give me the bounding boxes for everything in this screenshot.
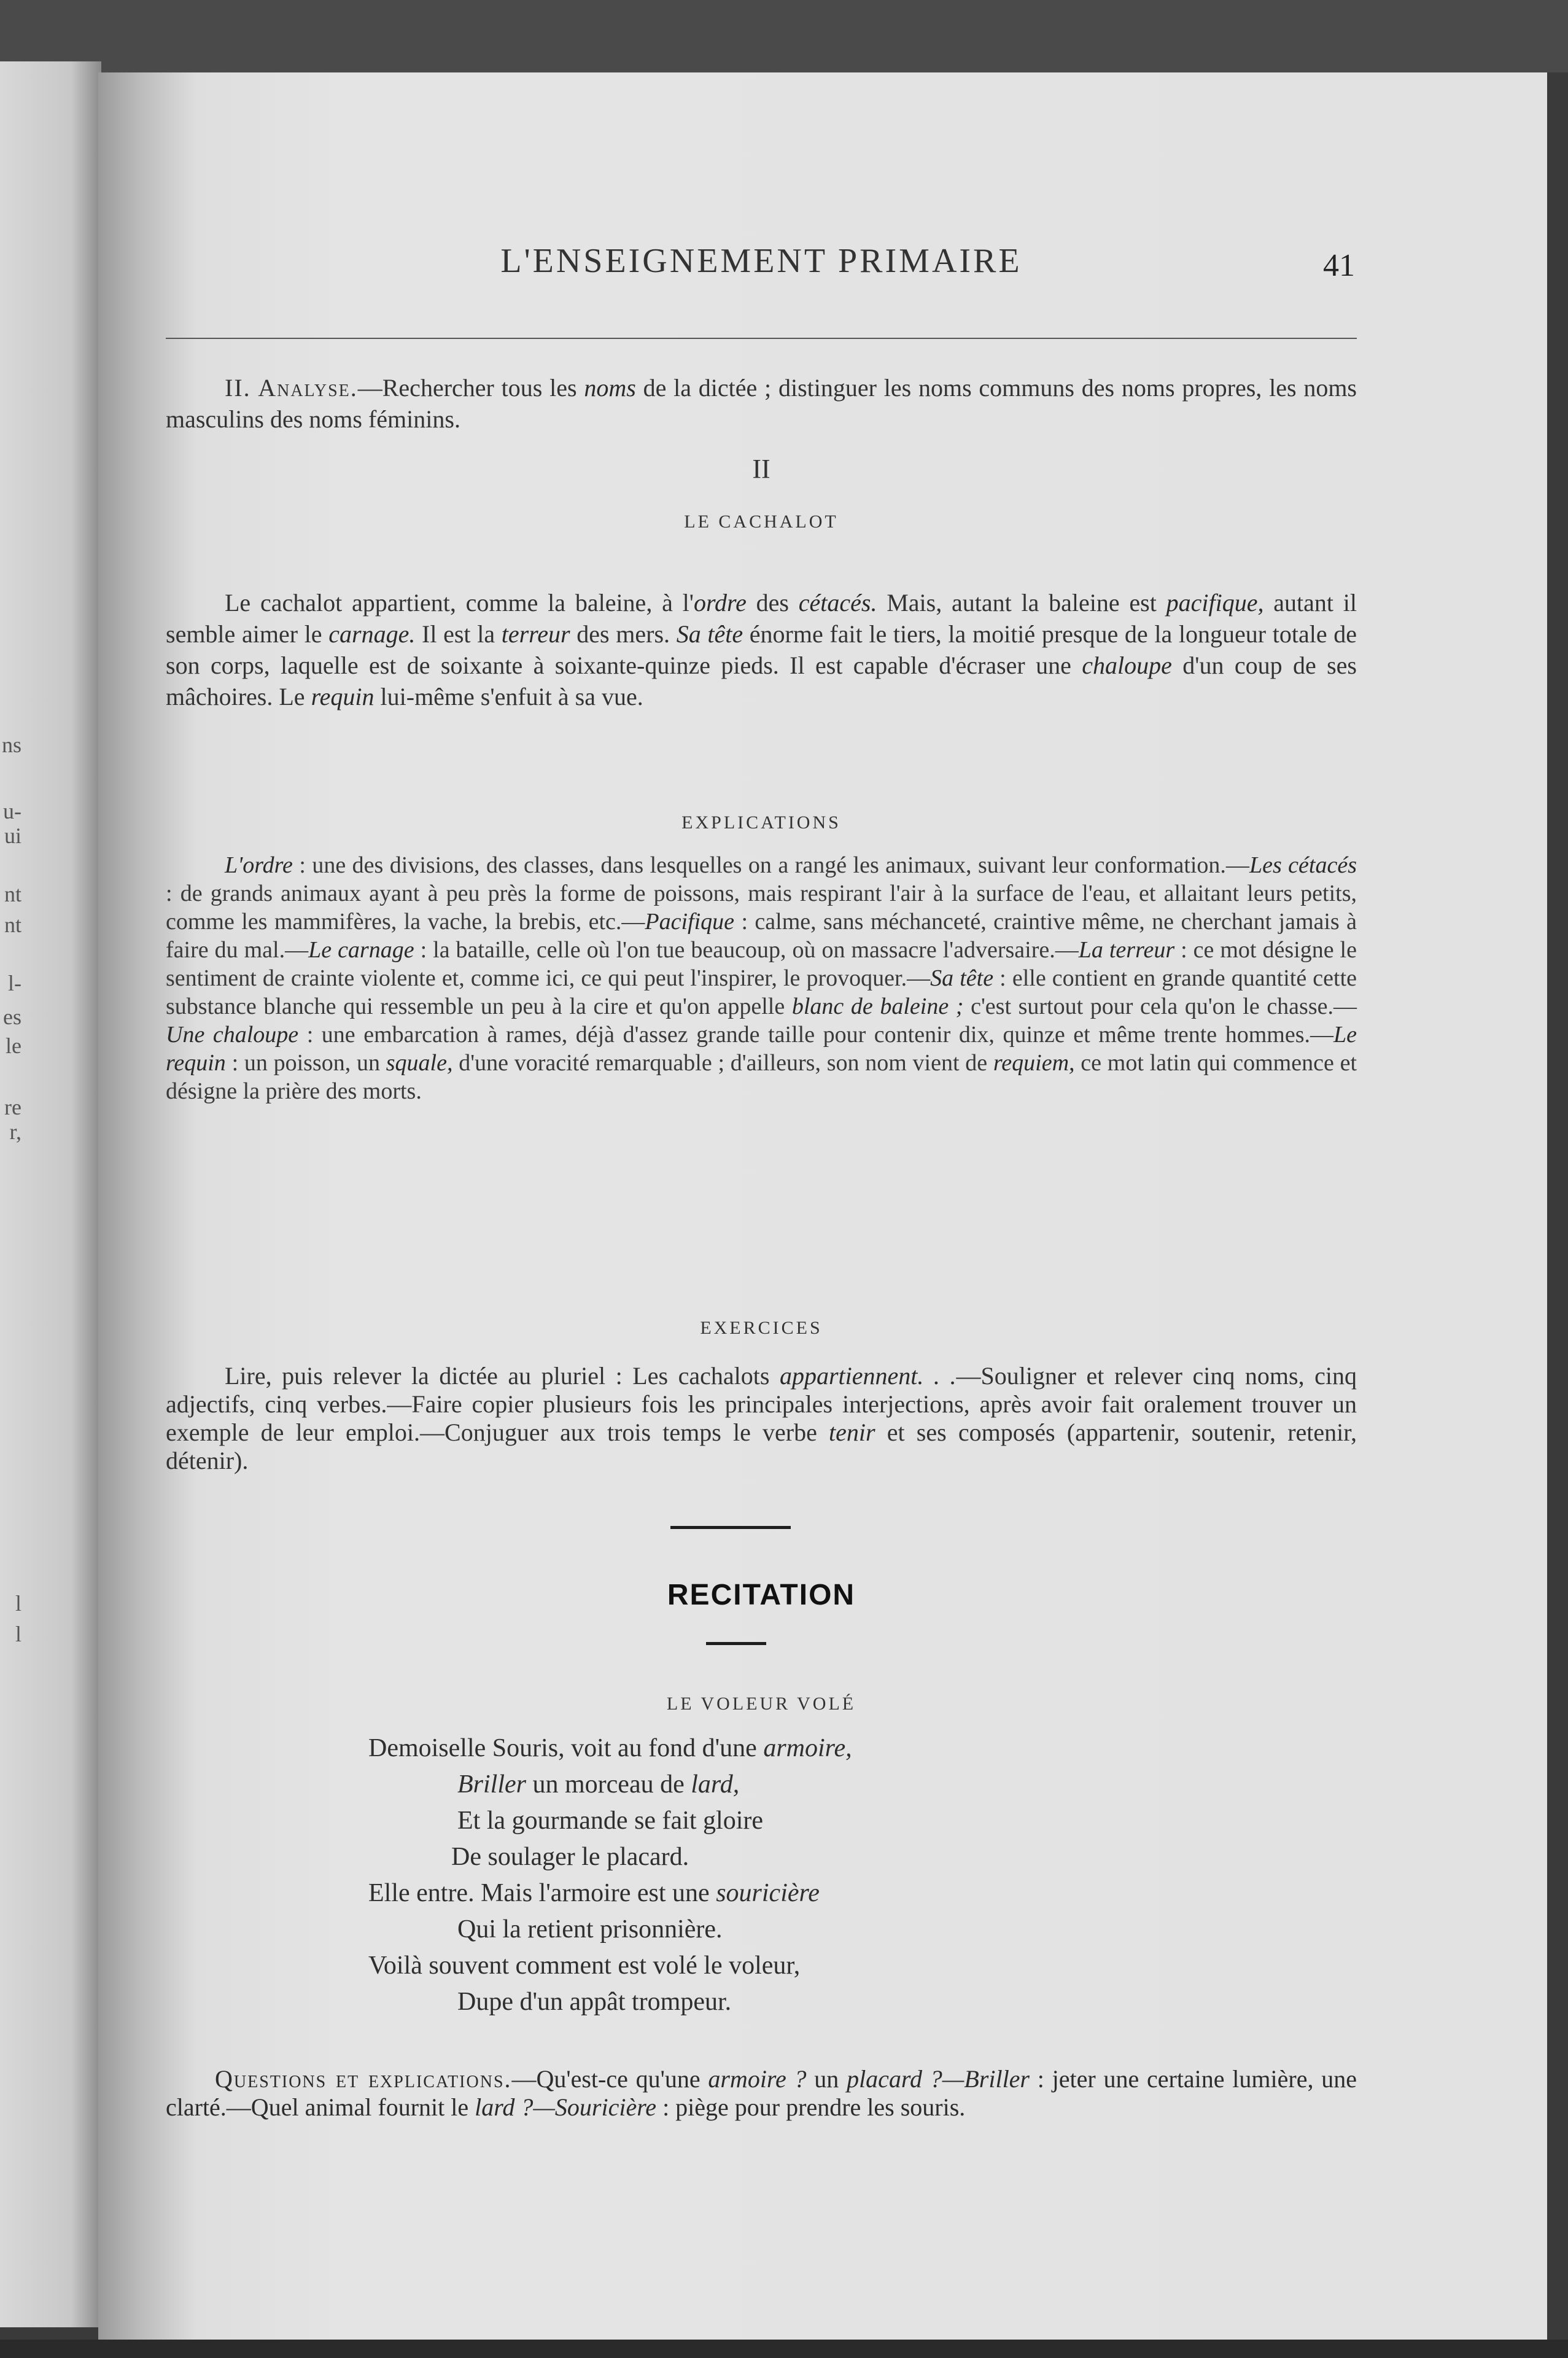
italic-term: placard ?—Briller	[847, 2065, 1030, 2093]
analyse-text: —Rechercher tous les	[357, 374, 584, 402]
italic-term: Les cétacés	[1249, 852, 1357, 878]
questions-paragraph	[166, 2065, 1357, 2122]
adjacent-page-edge	[0, 61, 101, 2327]
italic-term: Pacifique	[645, 909, 735, 935]
text-run: Il est la	[415, 620, 502, 648]
italic-term: chaloupe	[1082, 652, 1172, 679]
text-run: autant il semble aimer le	[166, 589, 1357, 648]
text-run: Dupe d'un appât trompeur.	[457, 1988, 732, 2016]
page-content	[166, 72, 1452, 2340]
scan-top-background	[0, 0, 1568, 72]
analyse-text: de la dictée ; distinguer les noms communs des noms propres, les noms masculins des noms féminins.	[166, 374, 1357, 433]
left-fragment: l-	[8, 971, 21, 995]
left-fragment: u-	[3, 799, 21, 823]
italic-term: lard ?—Souricière	[475, 2093, 657, 2121]
text-run: c'est surtout pour cela qu'on le chasse.—	[963, 994, 1357, 1019]
italic-term: terreur	[501, 620, 570, 648]
page-number: 41	[1323, 248, 1355, 283]
left-fragment: nt	[4, 882, 21, 906]
text-run: des	[746, 589, 799, 617]
exercices-title: EXERCICES	[700, 1318, 823, 1338]
left-fragment: es	[3, 1005, 21, 1029]
text-run: : une embarcation à rames, déjà d'assez grande taille pour contenir dix, quinze et même trente hommes.—	[298, 1022, 1333, 1048]
text-run: : calme, sans méchanceté, craintive même, ne cherchant jamais à faire du mal.—	[166, 909, 1357, 963]
text-run: : de grands animaux ayant à peu près la forme de poissons, mais respirant l'air à la surface de l'eau, et allaitant leurs petits, comme les mammifères, la vache, la brebis, etc.—	[166, 881, 1357, 935]
analyse-paragraph	[166, 372, 1357, 435]
text-run: ce mot latin qui commence et désigne la prière des morts.	[166, 1050, 1357, 1104]
italic-term: La terreur	[1078, 937, 1175, 963]
poem-title: LE VOLEUR VOLÉ	[666, 1694, 856, 1714]
text-run: Qui la retient prisonnière.	[457, 1915, 723, 1944]
text-run: : la bataille, celle où l'on tue beaucoup, où on massacre l'adversaire.—	[414, 937, 1079, 963]
poem-line	[457, 1984, 731, 2020]
text-run: : un poisson, un	[225, 1050, 386, 1076]
text-run: Lire, puis relever la dictée au pluriel : Les cachalots	[225, 1362, 780, 1390]
text-run: : piège pour prendre les souris.	[656, 2093, 966, 2121]
exercices-paragraph	[166, 1362, 1357, 1475]
text-run: Et la gourmande se fait gloire	[457, 1807, 763, 1835]
poem-line	[368, 1875, 820, 1912]
text-run: des mers.	[570, 620, 677, 648]
italic-term: appartiennent. . .	[779, 1362, 957, 1390]
italic-term: Sa tête	[676, 620, 743, 648]
italic-term: blanc de baleine ;	[791, 994, 964, 1019]
italic-term: carnage.	[328, 620, 416, 648]
italic-term: lard,	[691, 1770, 740, 1799]
italic-term: L'ordre	[225, 852, 293, 878]
poem-line	[451, 1839, 689, 1875]
text-run: —Qu'est-ce qu'une	[511, 2065, 708, 2093]
explications-title: EXPLICATIONS	[681, 812, 841, 833]
text-run: énorme fait le tiers, la moitié presque de la longueur totale de son corps, laquelle est de soixante à soixante-quinze pieds. Il est capable d'écraser une	[166, 620, 1357, 679]
italic-term: tenir	[829, 1418, 875, 1446]
left-fragment: ns	[1, 733, 21, 757]
text-run: un	[806, 2065, 847, 2093]
analyse-lead: II. Analyse.	[225, 374, 358, 402]
text-run: Voilà souvent comment est volé le voleur,	[368, 1951, 801, 1980]
text-run: —Souligner et relever cinq noms, cinq adjectifs, cinq verbes.—Faire copier plusieurs fois les principales interjections, après avoir fait oralement trouver un exemple de leur emploi.—Conjuguer aux trois temps le verbe	[166, 1362, 1357, 1446]
analyse-italic: noms	[584, 374, 636, 402]
italic-term: requin	[311, 683, 375, 710]
text-run: lui-même s'enfuit à sa vue.	[374, 683, 643, 710]
text-run: : elle contient en grande quantité cette substance blanche qui ressemble un peu à la cire et qu'on appelle	[166, 965, 1357, 1019]
text-run: Demoiselle Souris, voit au fond d'une	[368, 1734, 764, 1762]
text-run: un morceau de	[526, 1770, 691, 1799]
dictee-title: LE CACHALOT	[684, 512, 839, 532]
left-fragment: l	[15, 1622, 21, 1646]
italic-term: armoire,	[763, 1734, 852, 1762]
italic-term: squale,	[386, 1050, 453, 1076]
section-separator	[670, 1526, 791, 1529]
left-fragment: nt	[4, 912, 21, 937]
text-run: : une des divisions, des classes, dans lesquelles on a rangé les animaux, suivant leur conformation.—	[292, 852, 1249, 878]
italic-term: ordre	[693, 589, 747, 617]
italic-term: Le requin	[166, 1022, 1357, 1076]
text-run: Mais, autant la baleine est	[877, 589, 1166, 617]
recitation-title: RECITATION	[667, 1579, 856, 1611]
text-run: d'un coup de ses mâchoires. Le	[166, 652, 1357, 710]
italic-term: souricière	[716, 1879, 820, 1907]
text-run: De soulager le placard.	[451, 1843, 689, 1871]
left-fragment: l	[15, 1591, 21, 1616]
left-fragment: re	[4, 1095, 21, 1119]
running-header: L'ENSEIGNEMENT PRIMAIRE	[500, 242, 1022, 280]
poem-line	[368, 1730, 852, 1767]
italic-term: Le carnage	[308, 937, 414, 963]
explications-paragraph	[166, 851, 1357, 1105]
text-run: d'une voracité remarquable ; d'ailleurs, son nom vient de	[452, 1050, 993, 1076]
book-page	[98, 72, 1547, 2340]
questions-lead: Questions et explications.	[215, 2065, 512, 2093]
text-run: : jeter une certaine lumière, une clarté.—Quel animal fournit le	[166, 2065, 1357, 2121]
italic-term: armoire ?	[708, 2065, 807, 2093]
text-run: : ce mot désigne le sentiment de crainte violente et, comme ici, ce qui peut l'inspirer, le provoquer.—	[166, 937, 1357, 991]
scan-bottom-background	[0, 2340, 1568, 2358]
poem-line	[457, 1912, 723, 1948]
italic-term: Sa tête	[930, 965, 994, 991]
left-fragment: ui	[4, 823, 21, 848]
header-rule	[166, 338, 1357, 339]
left-fragment: le	[6, 1033, 21, 1058]
poem-line	[457, 1767, 739, 1803]
text-run: et ses composés (appartenir, soutenir, retenir, détenir).	[166, 1418, 1357, 1474]
italic-term: cétacés.	[798, 589, 877, 617]
text-run: Elle entre. Mais l'armoire est une	[368, 1879, 716, 1907]
poem-line	[457, 1803, 763, 1839]
section-number: II	[752, 454, 770, 484]
left-fragment: r,	[9, 1119, 21, 1144]
text-run: Le cachalot appartient, comme la baleine, à l'	[225, 589, 694, 617]
italic-term: pacifique,	[1166, 589, 1264, 617]
italic-term: requiem,	[993, 1050, 1075, 1076]
dictee-paragraph	[166, 587, 1357, 712]
title-underline	[706, 1642, 766, 1645]
italic-term: Briller	[457, 1770, 526, 1799]
poem-line	[368, 1948, 800, 1984]
italic-term: Une chaloupe	[166, 1022, 299, 1048]
